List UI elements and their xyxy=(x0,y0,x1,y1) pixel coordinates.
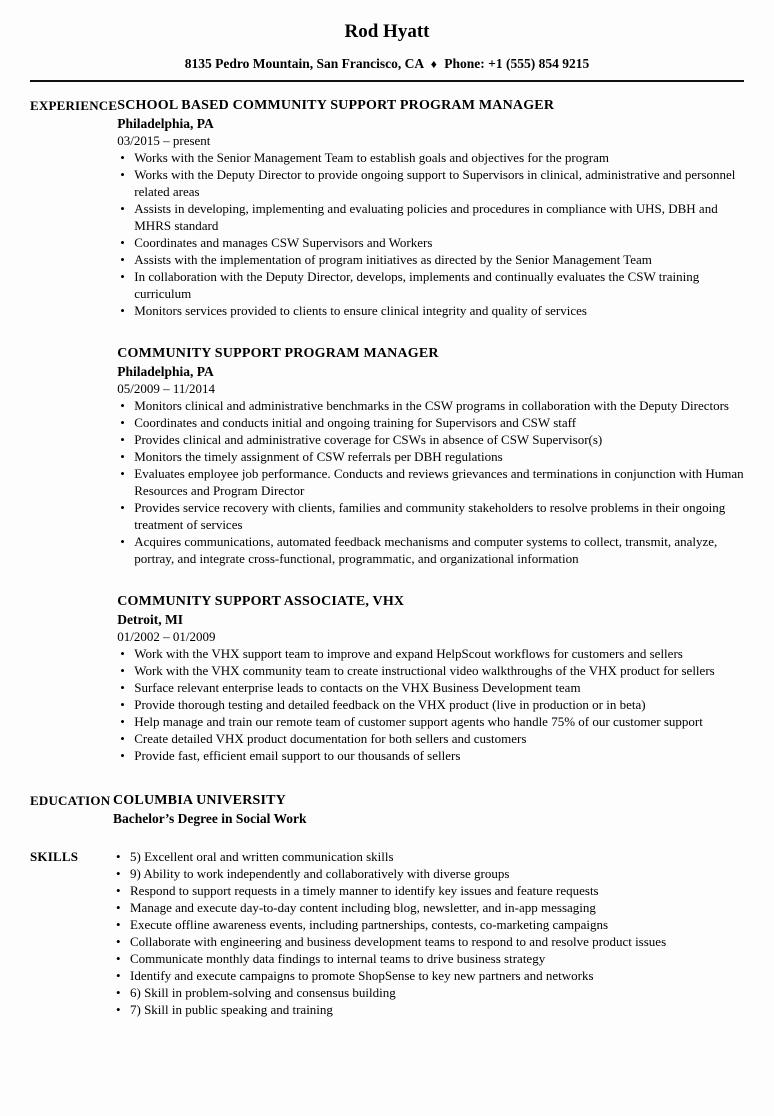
job-title: COMMUNITY SUPPORT PROGRAM MANAGER xyxy=(117,346,439,361)
job-dates: 01/2002 – 01/2009 xyxy=(117,629,216,644)
bullet-item: • Help manage and train our remote team of customer support agents who handle 75% of our customer support xyxy=(117,713,744,730)
diamond-separator-icon: ♦ xyxy=(430,57,437,71)
job-title: SCHOOL BASED COMMUNITY SUPPORT PROGRAM MANAGER xyxy=(117,98,555,113)
bullet-item: • Create detailed VHX product documentation for both sellers and customers xyxy=(117,730,744,747)
bullet-item: • Identify and execute campaigns to promote ShopSense to key new partners and networks xyxy=(113,967,744,984)
section-skills xyxy=(0,848,774,1018)
contact-phone: Phone: +1 (555) 854 9215 xyxy=(444,56,590,71)
job-location: Philadelphia, PA xyxy=(117,364,214,379)
skills-list xyxy=(113,848,744,1018)
bullet-item: • Provide thorough testing and detailed feedback on the VHX product (live in production or in beta) xyxy=(117,696,744,713)
bullet-item: • Communicate monthly data findings to internal teams to drive business strategy xyxy=(113,950,744,967)
bullet-item: • Evaluates employee job performance. Conducts and reviews grievances and terminations in conjunction with Human Resources and Program Director xyxy=(117,465,744,499)
bullet-item: • 9) Ability to work independently and collaboratively with diverse groups xyxy=(113,865,744,882)
section-education xyxy=(0,792,774,827)
skills-content xyxy=(113,848,774,1018)
job-location: Detroit, MI xyxy=(117,612,183,627)
education-content xyxy=(113,792,774,827)
bullet-item: • Manage and execute day-to-day content including blog, newsletter, and in-app messaging xyxy=(113,899,744,916)
bullet-item: • Assists with the implementation of program initiatives as directed by the Senior Management Team xyxy=(117,251,744,268)
job-entry-3 xyxy=(117,593,744,764)
resume-header xyxy=(0,0,774,82)
bullet-item: • 7) Skill in public speaking and training xyxy=(113,1001,744,1018)
bullet-item: • Provide fast, efficient email support to our thousands of sellers xyxy=(117,747,744,764)
bullet-item: • 6) Skill in problem-solving and consensus building xyxy=(113,984,744,1001)
header-divider xyxy=(30,80,744,82)
job-bullet-list xyxy=(117,645,744,764)
job-dates: 05/2009 – 11/2014 xyxy=(117,381,215,396)
bullet-item: • Work with the VHX community team to create instructional video walkthroughs of the VHX product for sellers xyxy=(117,662,744,679)
bullet-item: • Provides service recovery with clients, families and community stakeholders to resolve problems in their ongoing treatment of services xyxy=(117,499,744,533)
school-name: COLUMBIA UNIVERSITY xyxy=(113,793,286,808)
job-entry-1 xyxy=(117,97,744,319)
bullet-item: • Monitors the timely assignment of CSW referrals per DBH regulations xyxy=(117,448,744,465)
job-location: Philadelphia, PA xyxy=(117,116,214,131)
job-bullet-list xyxy=(117,149,744,319)
bullet-item: • 5) Excellent oral and written communication skills xyxy=(113,848,744,865)
bullet-item: • Monitors services provided to clients to ensure clinical integrity and quality of services xyxy=(117,302,744,319)
bullet-item: • Acquires communications, automated feedback mechanisms and computer systems to collect, transmit, analyze, portray, and integrate cross-functional, programmatic, and organizational information xyxy=(117,533,744,567)
section-label-skills: SKILLS xyxy=(30,849,79,864)
degree: Bachelor’s Degree in Social Work xyxy=(113,811,307,826)
bullet-item: • Collaborate with engineering and business development teams to respond to and resolve product issues xyxy=(113,933,744,950)
section-experience xyxy=(0,97,774,764)
job-dates: 03/2015 – present xyxy=(117,133,211,148)
bullet-item: • Respond to support requests in a timely manner to identify key issues and feature requests xyxy=(113,882,744,899)
contact-address: 8135 Pedro Mountain, San Francisco, CA xyxy=(184,56,424,71)
bullet-item: • Surface relevant enterprise leads to contacts on the VHX Business Development team xyxy=(117,679,744,696)
bullet-item: • Works with the Senior Management Team to establish goals and objectives for the program xyxy=(117,149,744,166)
bullet-item: • In collaboration with the Deputy Director, develops, implements and continually evaluates the CSW training curriculum xyxy=(117,268,744,302)
candidate-name: Rod Hyatt xyxy=(344,21,430,42)
experience-content xyxy=(117,97,774,764)
bullet-item: • Coordinates and manages CSW Supervisors and Workers xyxy=(117,234,744,251)
bullet-item: • Execute offline awareness events, including partnerships, contests, co-marketing campaigns xyxy=(113,916,744,933)
bullet-item: • Provides clinical and administrative coverage for CSWs in absence of CSW Supervisor(s) xyxy=(117,431,744,448)
section-label-experience: EXPERIENCE xyxy=(30,98,118,113)
job-title: COMMUNITY SUPPORT ASSOCIATE, VHX xyxy=(117,594,405,609)
bullet-item: • Work with the VHX support team to improve and expand HelpScout workflows for customers and sellers xyxy=(117,645,744,662)
section-label-education: EDUCATION xyxy=(30,793,111,808)
bullet-item: • Coordinates and conducts initial and ongoing training for Supervisors and CSW staff xyxy=(117,414,744,431)
job-bullet-list xyxy=(117,397,744,567)
bullet-item: • Works with the Deputy Director to provide ongoing support to Supervisors in clinical, administrative and personnel related areas xyxy=(117,166,744,200)
bullet-item: • Assists in developing, implementing and evaluating policies and procedures in compliance with UHS, DBH and MHRS standard xyxy=(117,200,744,234)
job-entry-2 xyxy=(117,345,744,567)
contact-line xyxy=(0,55,774,73)
bullet-item: • Monitors clinical and administrative benchmarks in the CSW programs in collaboration with the Deputy Directors xyxy=(117,397,744,414)
